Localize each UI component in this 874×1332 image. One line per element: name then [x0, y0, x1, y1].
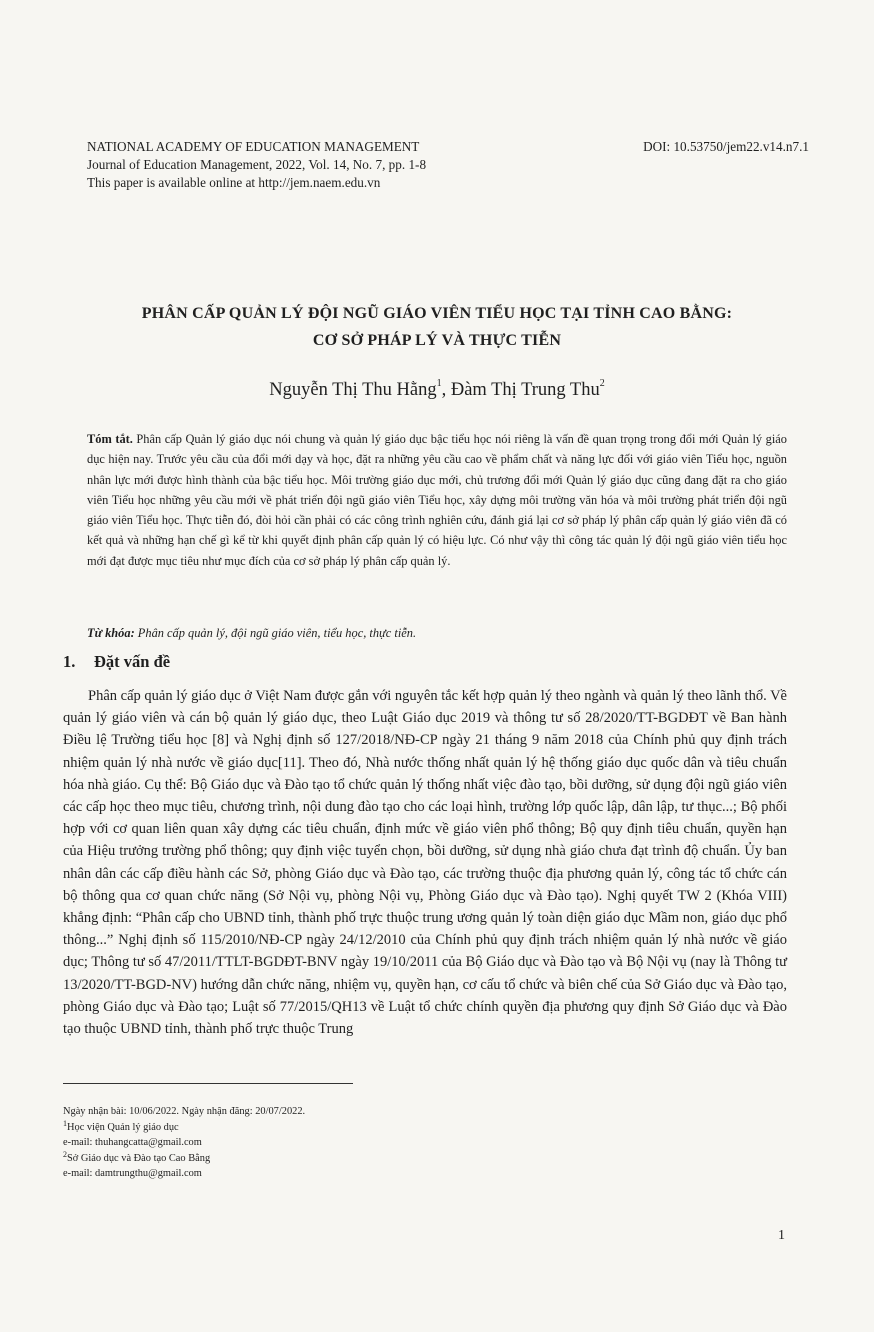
body-paragraph: Phân cấp quản lý giáo dục ở Việt Nam được gắn với nguyên tắc kết hợp quản lý theo ngành và quản lý theo lãnh thổ. Về quản lý giáo viên và cán bộ quản lý giáo dục, theo Luật Giáo dục 2019 và thông tư số 28/2020/TT-BGDĐT về Ban hành Điều lệ Trường tiểu học [8] và Nghị định số 127/2018/NĐ-CP ngày 21 tháng 9 năm 2018 của Chính phủ quy định trách nhiệm quản lý nhà nước về giáo dục[11]. Theo đó, Nhà nước thống nhất quản lý hệ thống giáo dục quốc dân và tiêu chuẩn hóa nhà giáo. Cụ thể: Bộ Giáo dục và Đào tạo tổ chức quản lý thống nhất việc đào tạo, bồi dưỡng, sử dụng đội ngũ giáo viên các cấp học theo mục tiêu, chương trình, nội dung đào tạo cho các loại hình, trường lớp quốc lập, dân lập, tư thục...; Bộ phối hợp với cơ quan liên quan xây dựng các tiêu chuẩn, định mức về giáo viên phổ thông; Bộ quy định tiêu chuẩn, quyền hạn của Hiệu trưởng trường phổ thông; quy định việc tuyển chọn, bồi dưỡng, sử dụng nhà giáo chưa đạt trình độ chuẩn. Ủy ban nhân dân các cấp điều hành các Sở, phòng Giáo dục và Đào tạo, các trường thuộc địa phương quản lý, công tác tổ chức cán bộ thông qua cơ quan chức năng (Sở Nội vụ, phòng Nội vụ, Phòng Giáo dục và Đào tạo). Nghị quyết TW 2 (Khóa VIII) khẳng định: “Phân cấp cho UBND tỉnh, thành phố trực thuộc trung ương quản lý toàn diện giáo dục Mầm non, giáo dục phổ thông...” Nghị định số 115/2010/NĐ-CP ngày 24/12/2010 của Chính phủ quy định trách nhiệm quản lý nhà nước về giáo dục; Thông tư số 47/2011/TTLT-BGDĐT-BNV ngày 19/10/2011 của Bộ Giáo dục và Đào tạo và Bộ Nội vụ (nay là Thông tư 13/2020/TT-BGD-NV) hướng dẫn chức năng, nhiệm vụ, quyền hạn, cơ cấu tổ chức và biên chế của Sở Giáo dục và Đào tạo, phòng Giáo dục và Đào tạo; Luật số 77/2015/QH13 về Luật tổ chức chính quyền địa phương quy định Sở Giáo dục và Đào tạo thuộc UBND tỉnh, thành phố trực thuộc Trung [63, 688, 787, 1038]
affiliation-2-mark: 2 [63, 1149, 67, 1159]
keywords [87, 624, 787, 642]
section-number: 1. [63, 652, 76, 671]
section-title: Đặt vấn đề [94, 652, 171, 671]
author-1: Nguyễn Thị Thu Hằng [269, 380, 437, 400]
footnote-affiliation-1 [63, 1120, 663, 1136]
title-line-2: CƠ SỞ PHÁP LÝ VÀ THỰC TIỄN [312, 332, 562, 349]
journal-citation: Journal of Education Management, 2022, Vol. 14, No. 7, pp. 1-8 [87, 157, 427, 172]
abstract-text: Phân cấp Quản lý giáo dục nói chung và quản lý giáo dục bậc tiểu học nói riêng là vấn đề quan trọng trong đổi mới Quản lý giáo dục hiện nay. Trước yêu cầu của đổi mới dạy và học, đặt ra những yêu cầu cao về phẩm chất và năng lực đối với giáo viên Tiểu học, nguồn nhân lực mới được hình thành của bậc tiểu học. Môi trường giáo dục mới, chủ trương đổi mới Quản lý giáo dục cũng đang đặt ra cho giáo viên Tiểu học những yêu cầu mới về phát triển đội ngũ giáo viên Tiểu học, xây dựng môi trường văn hóa và môi trường phát triển đội ngũ giáo viên Tiểu học. Thực tiễn đó, đòi hỏi cần phải có các công trình nghiên cứu, đánh giá lại cơ sở pháp lý phân cấp quản lý giáo viên đã có kết quả và những hạn chế gì kể từ khi quyết định phân cấp quản lý có hiệu lực. Có như vậy thì công tác quản lý đội ngũ giáo viên tiểu học mới đạt được mục tiêu như mục đích của cơ sở pháp lý phân cấp quản lý. [87, 432, 787, 568]
author-2-affiliation-mark: 2 [599, 378, 605, 389]
title-line-1: PHÂN CẤP QUẢN LÝ ĐỘI NGŨ GIÁO VIÊN TIỂU HỌC TẠI TỈNH CAO BẰNG: [141, 305, 733, 322]
footnotes [63, 1104, 663, 1182]
footnote-email-1: e-mail: thuhangcatta@gmail.com [63, 1137, 202, 1148]
paper-title [87, 300, 787, 354]
publisher-name: NATIONAL ACADEMY OF EDUCATION MANAGEMENT [87, 139, 420, 154]
journal-header [87, 138, 809, 192]
section-heading [63, 651, 170, 673]
abstract [87, 429, 787, 571]
footnote-divider [63, 1083, 353, 1084]
author-list [87, 378, 787, 402]
keywords-label: Từ khóa: [87, 626, 135, 640]
keywords-text: Phân cấp quản lý, đội ngũ giáo viên, tiểu học, thực tiễn. [134, 626, 417, 640]
availability-note: This paper is available online at http://jem.naem.edu.vn [87, 175, 381, 190]
doi-label: DOI: 10.53750/jem22.v14.n7.1 [643, 139, 809, 154]
author-1-affiliation-mark: 1 [436, 378, 442, 389]
affiliation-1-mark: 1 [63, 1118, 67, 1128]
footnote-affiliation-2 [63, 1151, 663, 1167]
author-separator: , [441, 380, 451, 400]
affiliation-2-text: Sở Giáo dục và Đào tạo Cao Bằng [67, 1152, 211, 1164]
footnote-email-2: e-mail: damtrungthu@gmail.com [63, 1168, 202, 1179]
author-2: Đàm Thị Trung Thu [450, 380, 600, 400]
page-number: 1 [778, 1228, 785, 1243]
affiliation-1-text: Học viện Quản lý giáo dục [67, 1121, 179, 1133]
footnote-dates: Ngày nhận bài: 10/06/2022. Ngày nhận đăng: 20/07/2022. [63, 1106, 306, 1117]
abstract-label: Tóm tắt. [87, 432, 133, 446]
